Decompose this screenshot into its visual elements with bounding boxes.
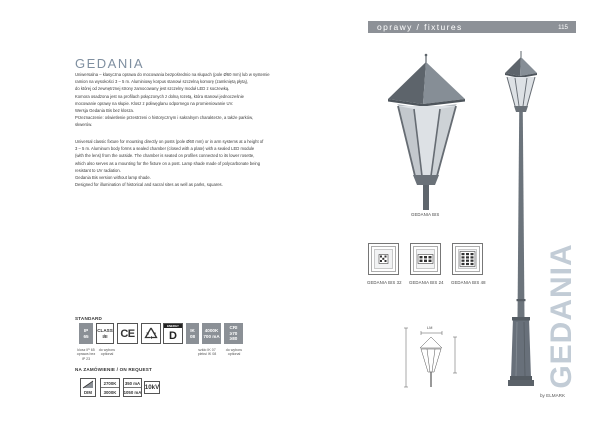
variant-label-32: GEDANIA BIS 32 xyxy=(367,280,402,285)
dim-badge xyxy=(80,378,96,397)
lantern-stem xyxy=(423,185,429,210)
standard-heading: STANDARD xyxy=(75,316,103,321)
cct-options-badge xyxy=(100,378,120,397)
ik-caption xyxy=(196,348,218,357)
recycle-icon xyxy=(144,327,158,340)
description-line: Universal classic fixture for mounting directly on posts (pole Ø60 mm) or in arm systems at a height of xyxy=(75,139,264,144)
class-caption xyxy=(97,348,117,357)
on-request-heading: NA ZAMÓWIENIE / ON REQUEST xyxy=(75,367,152,372)
cri-label: CRI xyxy=(229,325,238,331)
pole-foot xyxy=(508,380,534,386)
surge-value: 10kV xyxy=(144,384,160,391)
ik-label: IK xyxy=(190,328,195,334)
caption-line: pleksi IK 08 xyxy=(197,352,217,357)
pole-shaft xyxy=(518,112,525,318)
caption-line: do wyboru xyxy=(225,348,243,352)
cct-value: 4000K xyxy=(204,328,219,334)
surge-protection-badge xyxy=(144,381,160,394)
pole-lamp-roof-left xyxy=(505,57,521,76)
current-option: 350 mA xyxy=(124,380,141,386)
description-line: 3 – 5 m. Aluminum body forms a sealed chamber (closed with a plate) with a sealed LED module xyxy=(75,146,255,152)
ip-caption xyxy=(76,348,96,361)
caption-line: do wyboru xyxy=(98,348,116,352)
pole-ring xyxy=(517,299,526,301)
ip-rating-badge xyxy=(79,323,93,344)
pole-base xyxy=(511,318,531,378)
cri-badge xyxy=(224,323,243,344)
description-line: resistant to UV radiation. xyxy=(75,167,121,173)
section-header-bar xyxy=(368,21,576,33)
cct-option: 3000K xyxy=(101,387,119,396)
caption-line: optional xyxy=(227,352,241,357)
description-line: Komora osadzona jest na profilach połączonych z dolną rozetą, która stanowi jednocześnie xyxy=(75,93,244,99)
class-badge xyxy=(96,323,114,344)
lantern-bottom-cup xyxy=(413,175,439,185)
lantern-roof-right xyxy=(423,62,465,104)
section-title: oprawy / fixtures xyxy=(377,21,463,32)
description-line: mocowanie oprawy na słupie. Klosz z poliwęglanu odpornego na promieniowanie UV. xyxy=(75,100,234,106)
current-value: 700 mA xyxy=(203,333,220,339)
variant-label-24: GEDANIA BIS 24 xyxy=(409,280,444,285)
energy-class-badge xyxy=(163,323,183,344)
lantern-finial-ball xyxy=(425,54,428,57)
drawing-roof xyxy=(420,337,442,348)
caption-line: oprawa bez xyxy=(76,352,96,357)
caption-line: klosz IP 65 xyxy=(77,348,95,352)
caption-line: optional xyxy=(100,352,114,357)
page-number: 115 xyxy=(558,24,568,31)
main-product-label: GEDANIA BIS xyxy=(411,212,440,217)
vertical-product-title: GEDANIA xyxy=(545,243,578,389)
cri-value: ≥80 xyxy=(229,336,238,342)
variant-label-48: GEDANIA BIS 48 xyxy=(451,280,486,285)
pole-base-collar xyxy=(512,317,530,321)
cri-caption xyxy=(223,348,245,357)
pole-lamp-cup xyxy=(514,106,528,112)
class-label: CLASS xyxy=(97,328,113,334)
cri-value: ≥70 xyxy=(229,330,238,336)
description-line: Gedania Bis version without lamp shade. xyxy=(75,174,151,180)
current-option: 1050 mA xyxy=(124,387,141,396)
energy-class-letter: D xyxy=(169,329,177,342)
dimension-label: LM xyxy=(427,326,433,330)
description-line: Designed for illumination of historical and sacral sites as well as parks, squares. xyxy=(75,182,223,188)
dim-icon xyxy=(82,380,94,389)
caption-line: IP 23 xyxy=(81,356,91,361)
ip-label: IP xyxy=(83,328,89,334)
recycle-badge xyxy=(141,323,161,344)
pole-lamp-illustration xyxy=(505,51,537,386)
ip-value: 65 xyxy=(83,333,89,339)
dim-label: DIM xyxy=(84,390,92,395)
brand-label: by ELMARK xyxy=(540,393,566,398)
description-line: (with the lens) from the outside. The chamber is seated on profiles connected to its lower rosette, xyxy=(75,153,255,159)
drawing-body xyxy=(421,349,441,372)
ce-badge xyxy=(117,323,138,344)
description-line: Przeznaczenie: oświetlenie przestrzeni o historycznym i sakralnym charakterze, a także parków, xyxy=(75,115,254,121)
description-line: skwerów. xyxy=(75,122,93,128)
dimension-drawing xyxy=(404,328,457,387)
gedania-bis-lantern-illustration xyxy=(388,54,465,210)
description-line: Uniwersalna – klasyczna oprawa do mocowania bezpośrednio na słupach (pole Ø60 mm) lub w systemie xyxy=(75,72,270,77)
description-english xyxy=(75,138,263,188)
energy-header: ENERGY xyxy=(164,324,182,328)
variant-24-plan-icon xyxy=(411,244,441,275)
ik-value: 08 xyxy=(189,333,196,339)
description-line: ramion na wysokości 3 – 5 m. Aluminiowy korpus stanowi szczelną komorę (zamkniętą płytą), xyxy=(75,79,249,85)
description-line: which also serves as a mounting for the fixture on a post. Lamp shade made of polycarbonate being xyxy=(75,160,261,166)
variant-48-plan-icon xyxy=(453,244,483,275)
current-options-badge xyxy=(123,378,142,397)
variant-32-plan-icon xyxy=(369,244,399,275)
ik-rating-badge xyxy=(186,323,199,344)
color-temperature-badge xyxy=(202,323,221,344)
ce-mark: CE xyxy=(120,327,135,340)
lantern-roof-left xyxy=(388,62,426,104)
description-line: Wersja Gedania Bis bez klosza. xyxy=(75,107,135,113)
description-line: do której od zewnętrznej strony zamocowany jest szczelny moduł LED z soczewką. xyxy=(75,86,230,92)
class-value: I/II xyxy=(102,333,108,339)
pole-base-ring xyxy=(510,376,532,380)
cct-option: 2700K xyxy=(103,380,117,386)
pole-lamp-roof-right xyxy=(520,57,537,76)
description-polish xyxy=(75,71,270,129)
product-title: GEDANIA xyxy=(75,56,145,71)
caption-line: szkło IK 07 xyxy=(198,348,216,352)
